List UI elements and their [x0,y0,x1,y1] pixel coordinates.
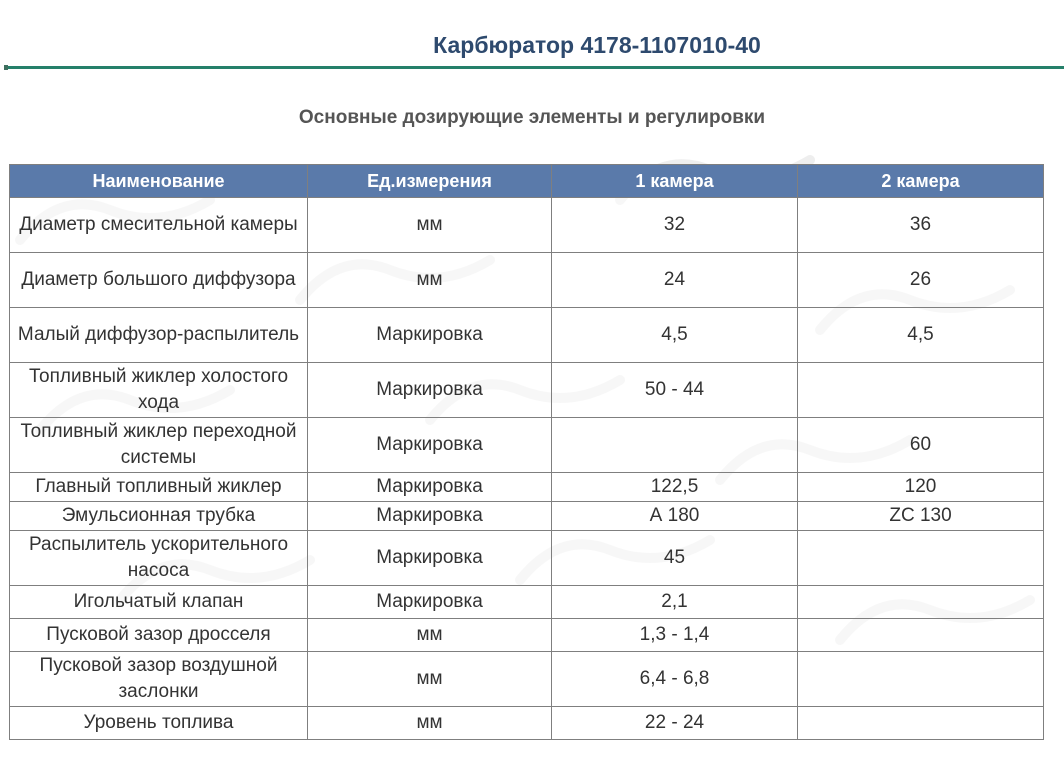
row-name: Уровень топлива [10,707,308,740]
row-name: Топливный жиклер переходной системы [10,418,308,473]
row-unit: Маркировка [308,502,552,531]
row-chamber-2 [798,363,1044,418]
row-chamber-1: 1,3 - 1,4 [552,619,798,652]
row-unit: мм [308,619,552,652]
row-name: Диаметр большого диффузора [10,253,308,308]
row-chamber-1: 22 - 24 [552,707,798,740]
column-header-unit: Ед.измерения [308,165,552,198]
row-chamber-2: 120 [798,473,1044,502]
row-name: Распылитель ускорительного насоса [10,531,308,586]
row-unit: мм [308,652,552,707]
row-chamber-1: 6,4 - 6,8 [552,652,798,707]
row-unit: Маркировка [308,531,552,586]
page-subtitle [0,107,1064,129]
title-divider [4,66,1064,69]
row-chamber-1: 122,5 [552,473,798,502]
row-chamber-1: 50 - 44 [552,363,798,418]
row-chamber-2: 60 [798,418,1044,473]
row-unit: Маркировка [308,586,552,619]
row-chamber-1: 24 [552,253,798,308]
row-chamber-1 [552,418,798,473]
table-header-row [10,165,1044,198]
row-name: Игольчатый клапан [10,586,308,619]
table-row [10,502,1044,531]
row-name: Малый диффузор-распылитель [10,308,308,363]
row-unit: мм [308,198,552,253]
table-row [10,198,1044,253]
table-row [10,707,1044,740]
table-row [10,652,1044,707]
table-row [10,253,1044,308]
row-name: Пусковой зазор воздушной заслонки [10,652,308,707]
table-row [10,531,1044,586]
table-row [10,473,1044,502]
table-row [10,308,1044,363]
row-unit: Маркировка [308,363,552,418]
row-unit: Маркировка [308,418,552,473]
row-name: Диаметр смесительной камеры [10,198,308,253]
row-unit: Маркировка [308,473,552,502]
column-header-name: Наименование [10,165,308,198]
row-chamber-2: 4,5 [798,308,1044,363]
row-chamber-2: ZC 130 [798,502,1044,531]
row-name: Главный топливный жиклер [10,473,308,502]
table-row [10,418,1044,473]
column-header-chamber-1: 1 камера [552,165,798,198]
row-name: Эмульсионная трубка [10,502,308,531]
row-chamber-2 [798,586,1044,619]
row-chamber-1: 32 [552,198,798,253]
row-unit: мм [308,253,552,308]
table-row [10,586,1044,619]
carburetor-specs-table [9,164,1044,740]
row-chamber-2: 36 [798,198,1044,253]
column-header-chamber-2: 2 камера [798,165,1044,198]
subtitle-text: Основные дозирующие элементы и регулировки [298,107,766,128]
row-chamber-1: 2,1 [552,586,798,619]
row-chamber-2 [798,619,1044,652]
row-chamber-1: 4,5 [552,308,798,363]
page-title: Карбюратор 4178-1107010-40 [433,32,761,58]
row-unit: Маркировка [308,308,552,363]
table-row [10,363,1044,418]
row-name: Топливный жиклер холостого хода [10,363,308,418]
row-chamber-2: 26 [798,253,1044,308]
table-row [10,619,1044,652]
row-chamber-2 [798,652,1044,707]
row-chamber-2 [798,707,1044,740]
row-chamber-2 [798,531,1044,586]
row-unit: мм [308,707,552,740]
row-chamber-1: А 180 [552,502,798,531]
row-name: Пусковой зазор дросселя [10,619,308,652]
row-chamber-1: 45 [552,531,798,586]
